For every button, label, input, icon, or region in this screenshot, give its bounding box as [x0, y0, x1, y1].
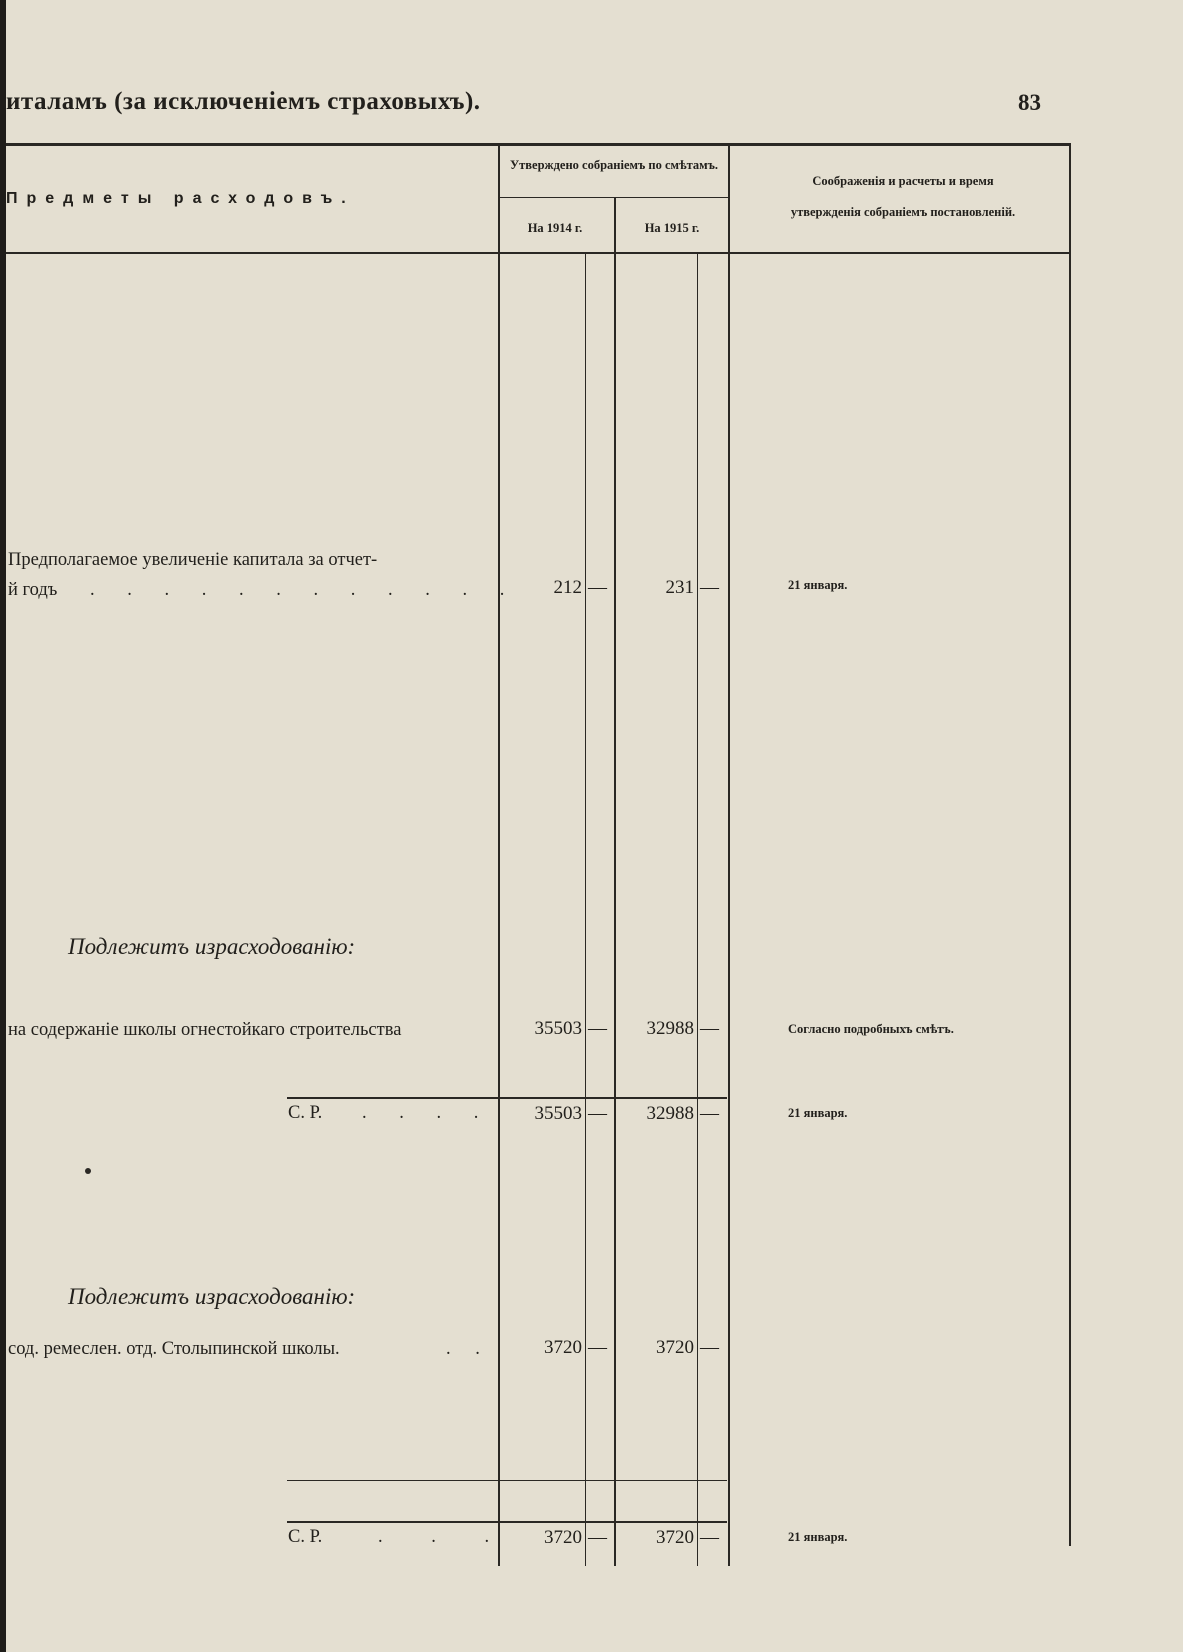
capital-increase-1914-kop: — — [588, 577, 607, 598]
total1-rule — [287, 1097, 727, 1099]
page-number: 83 — [1018, 90, 1041, 115]
rule-1914-right — [614, 198, 616, 1566]
column-header-remarks-line2: утвержденія собраніемъ постановленій. — [790, 205, 1016, 219]
capital-increase-note: 21 января. — [788, 578, 848, 592]
rule-1915-right — [728, 146, 730, 1566]
total2-1914: 3720 — [544, 1527, 582, 1548]
total2-label: С. Р. — [288, 1527, 323, 1547]
total2-1915: 3720 — [656, 1527, 694, 1548]
total1-note: 21 января. — [788, 1106, 848, 1120]
column-header-remarks-line1: Соображенія и расчеты и время — [812, 174, 994, 188]
rule-1915-units — [697, 254, 698, 1566]
column-header-1915: На 1915 г. — [644, 221, 700, 235]
header-bottom-rule — [6, 252, 1071, 254]
school-maintenance-1915-kop: — — [700, 1018, 719, 1039]
book-spine — [0, 0, 6, 1652]
school-maintenance-1915: 32988 — [646, 1018, 694, 1039]
craft-department-1914-kop: — — [588, 1337, 607, 1358]
total1-1914-kop: — — [588, 1103, 607, 1124]
total1-1914: 35503 — [534, 1103, 582, 1124]
school-maintenance-1914: 35503 — [534, 1018, 582, 1039]
craft-department-leader: . . — [446, 1339, 490, 1359]
total2-leader: . . . — [378, 1527, 512, 1547]
header-top-rule — [6, 143, 1071, 146]
column-header-approved — [500, 158, 728, 173]
capital-increase-1915-kop: — — [700, 577, 719, 598]
column-header-approved-text: Утверждено собраніемъ по смѣтамъ. — [509, 158, 719, 172]
column-header-1914: На 1914 г. — [527, 221, 583, 235]
total1-leader: . . . . — [362, 1103, 493, 1123]
page-header-title: италамъ (за исключеніемъ страховыхъ). — [6, 88, 481, 115]
total1-1915: 32988 — [646, 1103, 694, 1124]
rule-items-left — [498, 146, 500, 1566]
total2-rule-top — [287, 1480, 727, 1481]
school-maintenance-1914-kop: — — [588, 1018, 607, 1039]
column-header-items: Предметы расходовъ. — [6, 190, 355, 207]
stray-dot — [85, 1168, 91, 1174]
spend-heading-2: Подлежитъ израсходованію: — [68, 1284, 356, 1309]
school-maintenance-note: Согласно подробныхъ смѣтъ. — [788, 1022, 954, 1036]
rule-1914-units — [585, 254, 586, 1566]
total1-1915-kop: — — [700, 1103, 719, 1124]
total2-1914-kop: — — [588, 1527, 607, 1548]
capital-increase-leader: . . . . . . . . . . . . — [90, 580, 519, 600]
capital-increase-label-line2: й годъ — [8, 580, 58, 600]
total2-1915-kop: — — [700, 1527, 719, 1548]
capital-increase-1914: 212 — [553, 577, 582, 598]
craft-department-label: сод. ремеслен. отд. Столыпинской школы. — [8, 1339, 340, 1359]
craft-department-1915: 3720 — [656, 1337, 694, 1358]
spend-heading-1: Подлежитъ израсходованію: — [68, 934, 356, 959]
total1-label: С. Р. — [288, 1103, 323, 1123]
rule-right-border — [1069, 146, 1071, 1546]
school-maintenance-label: на содержаніе школы огнестойкаго строительства — [8, 1020, 402, 1040]
craft-department-1914: 3720 — [544, 1337, 582, 1358]
total2-note: 21 января. — [788, 1530, 848, 1544]
craft-department-1915-kop: — — [700, 1337, 719, 1358]
capital-increase-1915: 231 — [665, 577, 694, 598]
capital-increase-label-line1: Предполагаемое увеличеніе капитала за отчет- — [8, 550, 378, 570]
total2-rule — [287, 1521, 727, 1523]
